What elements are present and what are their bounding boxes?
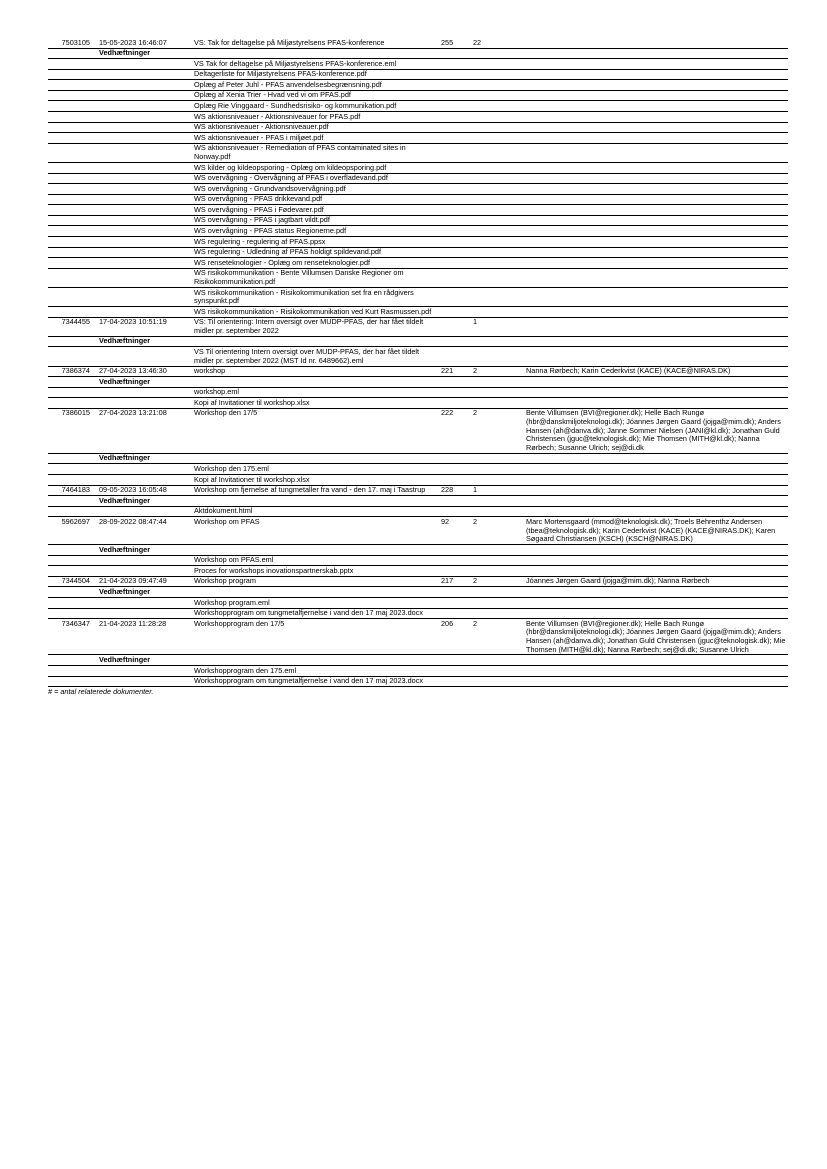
record-row [48,366,788,377]
record-id: 7386374 [48,366,96,377]
record-count: 206 [438,619,470,655]
record-count: 217 [438,576,470,587]
attachment-row [48,307,788,318]
record-id: 7346347 [48,619,96,655]
spacer-cell [48,655,96,666]
record-id: 7464183 [48,485,96,496]
attachment-row [48,143,788,162]
spacer-cell [96,566,191,577]
record-row [48,485,788,496]
attachment-row [48,398,788,409]
record-date: 21-04-2023 11:28:28 [96,619,191,655]
attachment-filename: Deltagerliste for Miljøstyrelsens PFAS-konference.pdf [191,69,438,80]
spacer-cell [96,69,191,80]
spacer-cell [96,226,191,237]
record-subject: Workshop program [191,576,438,587]
spacer-cell [96,347,191,366]
spacer-cell [48,247,96,258]
attachment-filename: WS aktionsniveauer - Remediation of PFAS contaminated sites in Norway.pdf [191,143,438,162]
spacer-cell [438,608,788,619]
record-id: 5962697 [48,517,96,545]
record-date: 27-04-2023 13:21:08 [96,408,191,453]
spacer-cell [48,133,96,144]
spacer-cell [438,112,788,123]
attachment-filename: WS overvågning - Overvågning af PFAS i overfladevand.pdf [191,173,438,184]
footnote: # = antal relaterede dokumenter. [48,687,154,697]
spacer-cell [48,258,96,269]
record-row [48,408,788,453]
spacer-cell [438,247,788,258]
spacer-cell [96,307,191,318]
spacer-cell [96,676,191,687]
spacer-cell [96,666,191,677]
record-row [48,576,788,587]
spacer-cell [96,555,191,566]
spacer-cell [96,268,191,287]
attachment-filename: WS renseteknologier - Oplæg om renseteknologier.pdf [191,258,438,269]
attachment-row [48,258,788,269]
attachments-header-row [48,496,788,507]
spacer-cell [48,666,96,677]
attachment-filename: Proces for workshops inovationspartnerskab.pptx [191,566,438,577]
record-count: 228 [438,485,470,496]
record-subject: Workshopprogram den 17/5 [191,619,438,655]
document-page [48,38,788,697]
attachment-filename: WS regulering - Udledning af PFAS holdigt spildevand.pdf [191,247,438,258]
attachment-row [48,566,788,577]
attachment-row [48,226,788,237]
record-row [48,517,788,545]
spacer-cell [438,387,788,398]
spacer-cell [96,205,191,216]
spacer-cell [48,237,96,248]
spacer-cell [96,215,191,226]
record-id: 7344455 [48,317,96,336]
spacer-cell [96,80,191,91]
spacer-cell [438,307,788,318]
spacer-cell [438,258,788,269]
spacer-cell [48,184,96,195]
attachment-filename: Oplæg af Peter Juhl - PFAS anvendelsesbegrænsning.pdf [191,80,438,91]
spacer-cell [96,101,191,112]
spacer-cell [438,237,788,248]
spacer-cell [48,59,96,70]
attachment-filename: WS risikokommunikation - Risikokommunikation set fra en rådgivers synspunkt.pdf [191,287,438,306]
attachments-header-row [48,545,788,556]
attachments-header-row [48,48,788,59]
attachments-label: Vedhæftninger [96,655,788,666]
record-subject: workshop [191,366,438,377]
attachment-row [48,205,788,216]
record-related-count: 1 [470,317,523,336]
record-id: 7344504 [48,576,96,587]
spacer-cell [438,101,788,112]
attachments-label: Vedhæftninger [96,587,788,598]
attachments-header-row [48,377,788,388]
spacer-cell [48,496,96,507]
record-related-count: 22 [470,38,523,48]
record-recipients: Nanna Rørbech; Karin Cederkvist (KACE) (KACE@NIRAS.DK) [523,366,788,377]
spacer-cell [438,162,788,173]
record-count: 221 [438,366,470,377]
spacer-cell [96,287,191,306]
spacer-cell [438,184,788,195]
spacer-cell [96,387,191,398]
spacer-cell [48,122,96,133]
record-related-count: 2 [470,517,523,545]
attachment-row [48,387,788,398]
spacer-cell [48,398,96,409]
spacer-cell [96,464,191,475]
spacer-cell [48,69,96,80]
attachments-header-row [48,655,788,666]
attachment-filename: workshop.eml [191,387,438,398]
spacer-cell [48,194,96,205]
attachment-filename: Kopi af Invitationer til workshop.xlsx [191,475,438,486]
attachment-row [48,194,788,205]
spacer-cell [96,247,191,258]
spacer-cell [48,387,96,398]
spacer-cell [96,162,191,173]
spacer-cell [96,184,191,195]
spacer-cell [48,162,96,173]
attachments-header-row [48,453,788,464]
attachment-filename: Aktdokument.html [191,506,438,517]
spacer-cell [48,205,96,216]
spacer-cell [48,555,96,566]
record-subject: Workshop den 17/5 [191,408,438,453]
attachment-row [48,162,788,173]
record-date: 09-05-2023 16:05:48 [96,485,191,496]
record-related-count: 2 [470,619,523,655]
attachment-filename: WS overvågning - Grundvandsovervågning.pdf [191,184,438,195]
record-subject: Workshop om fjernelse af tungmetaller fra vand - den 17. maj i Taastrup [191,485,438,496]
spacer-cell [48,215,96,226]
spacer-cell [96,59,191,70]
spacer-cell [48,347,96,366]
spacer-cell [48,307,96,318]
attachment-row [48,347,788,366]
attachment-row [48,90,788,101]
spacer-cell [48,336,96,347]
spacer-cell [48,377,96,388]
spacer-cell [438,676,788,687]
record-date: 21-04-2023 09:47:49 [96,576,191,587]
spacer-cell [48,112,96,123]
spacer-cell [48,80,96,91]
attachment-filename: WS aktionsniveauer - PFAS i miljøet.pdf [191,133,438,144]
spacer-cell [48,143,96,162]
spacer-cell [96,173,191,184]
spacer-cell [48,268,96,287]
spacer-cell [48,475,96,486]
attachment-row [48,112,788,123]
spacer-cell [96,398,191,409]
attachments-header-row [48,587,788,598]
spacer-cell [48,676,96,687]
attachment-row [48,215,788,226]
attachment-filename: Oplæg af Xenia Trier - Hvad ved vi om PFAS.pdf [191,90,438,101]
spacer-cell [96,133,191,144]
spacer-cell [438,475,788,486]
spacer-cell [48,608,96,619]
record-count: 255 [438,38,470,48]
attachment-filename: Workshopprogram om tungmetalfjernelse i vand den 17 maj 2023.docx [191,676,438,687]
spacer-cell [438,80,788,91]
spacer-cell [96,143,191,162]
record-count [438,317,470,336]
attachment-filename: Workshopprogram den 175.eml [191,666,438,677]
spacer-cell [438,597,788,608]
spacer-cell [438,226,788,237]
record-recipients: Bente Villumsen (BVI@regioner.dk); Helle Bach Rungø (hbr@danskmiljoteknologi.dk); Jóannes Jørgen Gaard (jojga@mim.dk); Anders Hansen (ah@danva.dk); Jonathan Guld Christensen (jguc@teknologisk.dk); Mie Thomsen (MITH@kl.dk); Nanna Rørbech; sej@di.dk; Susanne Ulrich [523,619,788,655]
record-count: 92 [438,517,470,545]
spacer-cell [438,464,788,475]
record-subject: VS: Tak for deltagelse på Miljøstyrelsens PFAS-konference [191,38,438,48]
spacer-cell [438,268,788,287]
attachment-row [48,122,788,133]
record-row [48,38,788,48]
spacer-cell [48,173,96,184]
record-recipients: Jóannes Jørgen Gaard (jojga@mim.dk); Nanna Rørbech [523,576,788,587]
attachment-row [48,666,788,677]
attachment-filename: WS aktionsniveauer - Aktionsniveauer.pdf [191,122,438,133]
attachment-filename: Oplæg Rie Vinggaard - Sundhedsrisiko- og kommunikation.pdf [191,101,438,112]
record-related-count: 2 [470,576,523,587]
attachment-filename: Workshop den 175.eml [191,464,438,475]
record-date: 27-04-2023 13:46:30 [96,366,191,377]
attachment-filename: Workshop program.eml [191,597,438,608]
spacer-cell [438,69,788,80]
record-row [48,317,788,336]
spacer-cell [438,506,788,517]
spacer-cell [48,226,96,237]
spacer-cell [96,475,191,486]
record-recipients [523,38,788,48]
spacer-cell [96,258,191,269]
attachments-label: Vedhæftninger [96,336,788,347]
attachments-label: Vedhæftninger [96,453,788,464]
attachment-row [48,268,788,287]
attachment-row [48,475,788,486]
spacer-cell [96,608,191,619]
attachment-row [48,184,788,195]
attachment-filename: WS kilder og kildeopsporing - Oplæg om kildeopsporing.pdf [191,162,438,173]
spacer-cell [48,48,96,59]
spacer-cell [48,545,96,556]
spacer-cell [48,506,96,517]
spacer-cell [96,112,191,123]
record-related-count: 2 [470,366,523,377]
spacer-cell [438,287,788,306]
spacer-cell [48,453,96,464]
attachment-row [48,676,788,687]
attachment-filename: WS overvågning - PFAS status Regionerne.pdf [191,226,438,237]
spacer-cell [438,122,788,133]
record-date: 15-05-2023 16:46:07 [96,38,191,48]
record-related-count: 1 [470,485,523,496]
record-id: 7503105 [48,38,96,48]
attachment-filename: WS overvågning - PFAS i Fødevarer.pdf [191,205,438,216]
spacer-cell [96,194,191,205]
attachment-row [48,69,788,80]
attachment-row [48,287,788,306]
spacer-cell [438,566,788,577]
spacer-cell [438,555,788,566]
spacer-cell [438,666,788,677]
attachment-row [48,555,788,566]
record-subject: Workshop om PFAS [191,517,438,545]
attachment-filename: VS Tak for deltagelse på Miljøstyrelsens PFAS-konference.eml [191,59,438,70]
attachment-filename: Kopi af Invitationer til workshop.xlsx [191,398,438,409]
spacer-cell [48,464,96,475]
spacer-cell [438,347,788,366]
attachment-row [48,597,788,608]
record-recipients [523,317,788,336]
record-related-count: 2 [470,408,523,453]
attachment-row [48,237,788,248]
attachment-filename: Workshopprogram om tungmetalfjernelse i vand den 17 maj 2023.docx [191,608,438,619]
spacer-cell [438,90,788,101]
attachment-row [48,247,788,258]
attachments-label: Vedhæftninger [96,496,788,507]
record-subject: VS: Til orientering: Intern oversigt over MUDP-PFAS, der har fået tildelt midler pr. september 2022 [191,317,438,336]
spacer-cell [96,506,191,517]
attachment-filename: WS risikokommunikation - Risikokommunikation ved Kurt Rasmussen.pdf [191,307,438,318]
attachments-label: Vedhæftninger [96,545,788,556]
attachment-filename: WS overvågning - PFAS drikkevand.pdf [191,194,438,205]
attachment-filename: WS overvågning - PFAS i jagtbart vildt.pdf [191,215,438,226]
record-date: 28-09-2022 08:47:44 [96,517,191,545]
spacer-cell [438,194,788,205]
spacer-cell [96,90,191,101]
attachment-row [48,59,788,70]
spacer-cell [438,173,788,184]
attachment-row [48,608,788,619]
attachment-filename: VS Til orientering Intern oversigt over MUDP-PFAS, der har fået tildelt midler pr. september 2022 (MST Id nr. 6489662).eml [191,347,438,366]
spacer-cell [438,143,788,162]
record-count: 222 [438,408,470,453]
spacer-cell [48,566,96,577]
records-table [48,38,788,687]
spacer-cell [438,133,788,144]
record-recipients [523,485,788,496]
spacer-cell [96,237,191,248]
spacer-cell [96,597,191,608]
attachment-filename: WS regulering - regulering af PFAS.ppsx [191,237,438,248]
attachment-row [48,173,788,184]
attachment-row [48,80,788,91]
spacer-cell [96,122,191,133]
attachments-label: Vedhæftninger [96,48,788,59]
attachment-filename: WS aktionsniveauer - Aktionsniveauer for PFAS.pdf [191,112,438,123]
spacer-cell [438,205,788,216]
record-recipients: Bente Villumsen (BVI@regioner.dk); Helle Bach Rungø (hbr@danskmiljoteknologi.dk); Jóannes Jørgen Gaard (jojga@mim.dk); Anders Hansen (ah@danva.dk); Janne Sommer Nielsen (JANI@kl.dk); Jonathan Guld Christensen (jguc@teknologisk.dk); Mie Thomsen (MITH@kl.dk); Nanna Rørbech; Susanne Ulrich; sej@di.dk [523,408,788,453]
record-row [48,619,788,655]
attachments-label: Vedhæftninger [96,377,788,388]
attachment-row [48,101,788,112]
attachment-row [48,133,788,144]
spacer-cell [438,215,788,226]
spacer-cell [48,287,96,306]
spacer-cell [48,101,96,112]
record-recipients: Marc Mortensgaard (mmod@teknologisk.dk); Troels Behrenthz Andersen (tbea@teknologisk.dk); Karin Cederkvist (KACE) (KACE@NIRAS.DK); Karen Søgaard Christiansen (KSCH) (KSCH@NIRAS.DK) [523,517,788,545]
attachment-row [48,464,788,475]
spacer-cell [438,398,788,409]
record-date: 17-04-2023 10:51:19 [96,317,191,336]
record-id: 7386015 [48,408,96,453]
attachment-row [48,506,788,517]
spacer-cell [48,587,96,598]
attachment-filename: WS risikokommunikation - Bente Villumsen Danske Regioner om Risikokommunikation.pdf [191,268,438,287]
spacer-cell [438,59,788,70]
spacer-cell [48,90,96,101]
attachment-filename: Workshop om PFAS.eml [191,555,438,566]
spacer-cell [48,597,96,608]
attachments-header-row [48,336,788,347]
